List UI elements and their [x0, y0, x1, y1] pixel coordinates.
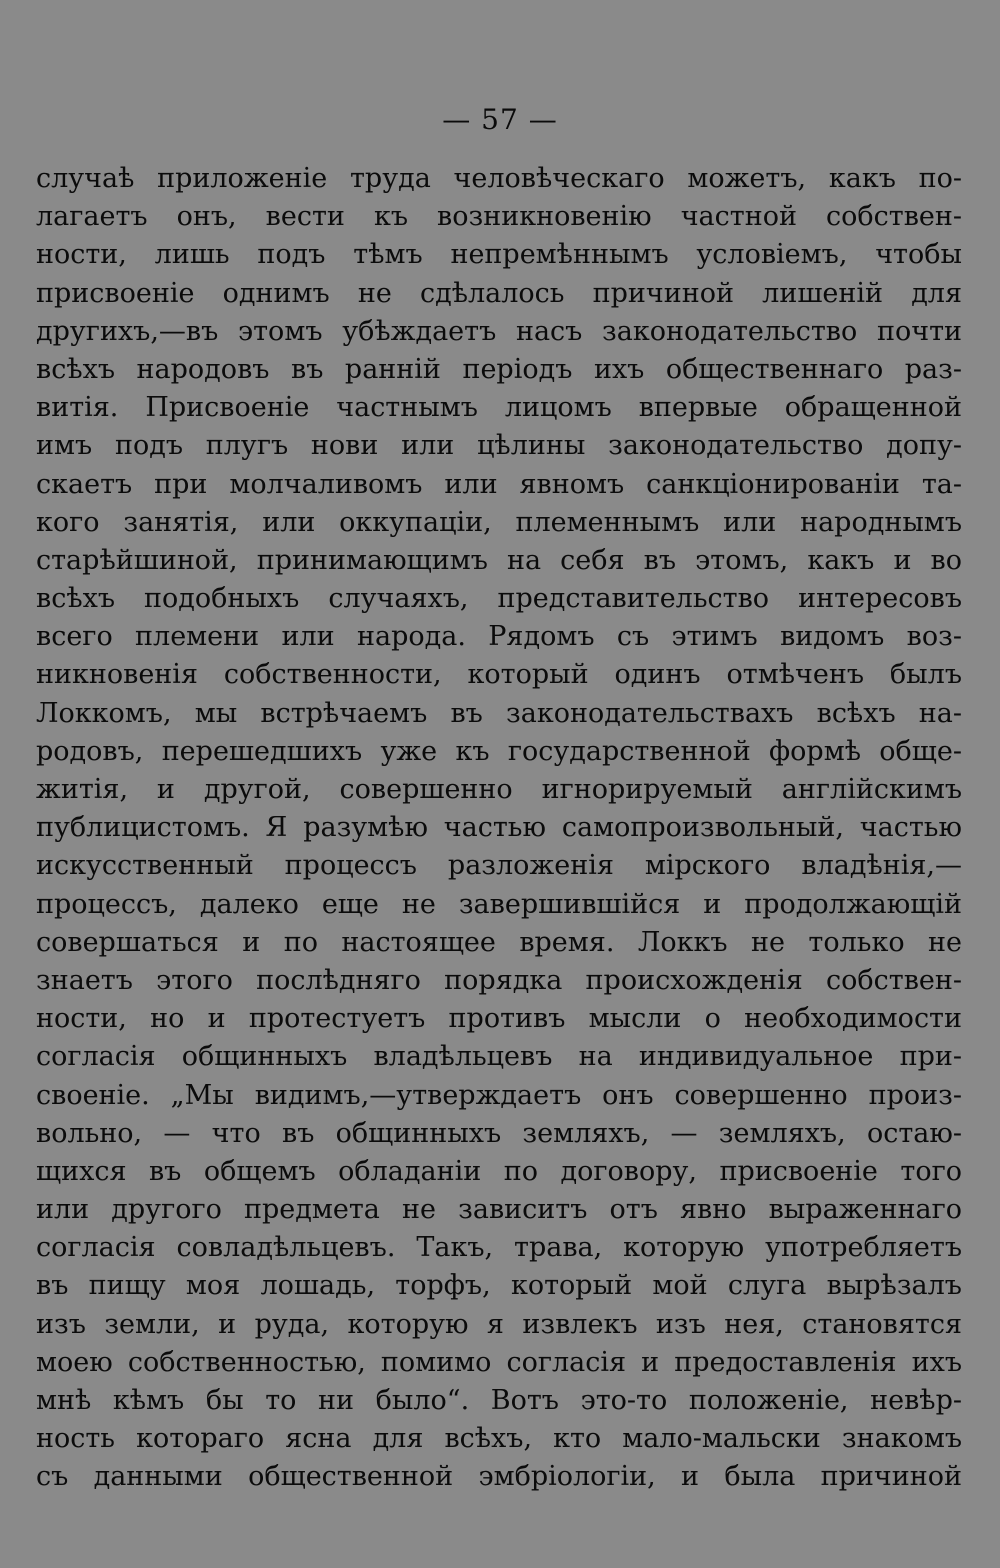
text-line: родовъ, перешедшихъ уже къ государственной формѣ обще-	[36, 735, 962, 767]
text-line: согласія общинныхъ владѣльцевъ на индивидуальное при-	[36, 1041, 962, 1073]
text-line: другихъ,—въ этомъ убѣждаетъ насъ законодательство почти	[36, 315, 962, 347]
text-line: старѣйшиной, принимающимъ на себя въ этомъ, какъ и во	[36, 544, 962, 576]
text-line: кого занятія, или оккупаціи, племеннымъ или народнымъ	[36, 506, 962, 538]
text-line: витія. Присвоеніе частнымъ лицомъ впервые обращенной	[36, 392, 962, 424]
text-line: всѣхъ народовъ въ ранній періодъ ихъ общественнаго раз-	[36, 353, 962, 385]
text-line: присвоеніе однимъ не сдѣлалось причиной лишеній для	[36, 277, 962, 309]
text-line: ности, но и протестуетъ противъ мысли о необходимости	[36, 1003, 962, 1035]
page-number: — 57 —	[442, 103, 558, 136]
text-line: искусственный процессъ разложенія мірского владѣнія,—	[36, 850, 962, 882]
text-line: скаетъ при молчаливомъ или явномъ санкціонированіи та-	[36, 468, 962, 500]
text-line: имъ подъ плугъ нови или цѣлины законодательство допу-	[36, 430, 962, 462]
text-line: публицистомъ. Я разумѣю частью самопроизвольный, частью	[36, 812, 962, 844]
text-line: изъ земли, и руда, которую я извлекъ изъ нея, становятся	[36, 1308, 962, 1340]
text-line: своеніе. „Мы видимъ,—утверждаетъ онъ совершенно произ-	[36, 1079, 962, 1111]
text-line: мнѣ кѣмъ бы то ни было“. Вотъ это-то положеніе, невѣр-	[36, 1385, 962, 1416]
text-line: согласія совладѣльцевъ. Такъ, трава, которую употребляетъ	[36, 1232, 962, 1264]
text-line: щихся въ общемъ обладаніи по договору, присвоеніе того	[36, 1155, 962, 1187]
text-line: или другого предмета не зависитъ отъ явно выраженнаго	[36, 1194, 962, 1226]
body-text	[36, 160, 962, 1497]
text-line: житія, и другой, совершенно игнорируемый англійскимъ	[36, 774, 962, 805]
text-line: лагаетъ онъ, вести къ возникновенію частной собствен-	[36, 201, 962, 233]
text-line: съ данными общественной эмбріологіи, и была причиной	[36, 1461, 962, 1493]
text-line: знаетъ этого послѣдняго порядка происхожденія собствен-	[36, 964, 962, 996]
text-line: всѣхъ подобныхъ случаяхъ, представительство интересовъ	[36, 583, 962, 615]
text-line: ность котораго ясна для всѣхъ, кто мало-мальски знакомъ	[36, 1423, 962, 1455]
text-line: въ пищу моя лошадь, торфъ, который мой слуга вырѣзалъ	[36, 1270, 962, 1302]
text-line: никновенія собственности, который одинъ отмѣченъ былъ	[36, 659, 962, 691]
text-line: Локкомъ, мы встрѣчаемъ въ законодательствахъ всѣхъ на-	[36, 697, 962, 729]
text-line: совершаться и по настоящее время. Локкъ не только не	[36, 926, 962, 958]
text-line: всего племени или народа. Рядомъ съ этимъ видомъ воз-	[36, 621, 962, 653]
text-line: вольно, — что въ общинныхъ земляхъ, — земляхъ, остаю-	[36, 1117, 962, 1149]
text-line: процессъ, далеко еще не завершившійся и продолжающій	[36, 888, 962, 920]
text-line: моею собственностью, помимо согласія и предоставленія ихъ	[36, 1346, 962, 1378]
text-line: случаѣ приложеніе труда человѣческаго можетъ, какъ по-	[36, 163, 962, 194]
text-line: ности, лишь подъ тѣмъ непремѣннымъ условіемъ, чтобы	[36, 239, 962, 271]
